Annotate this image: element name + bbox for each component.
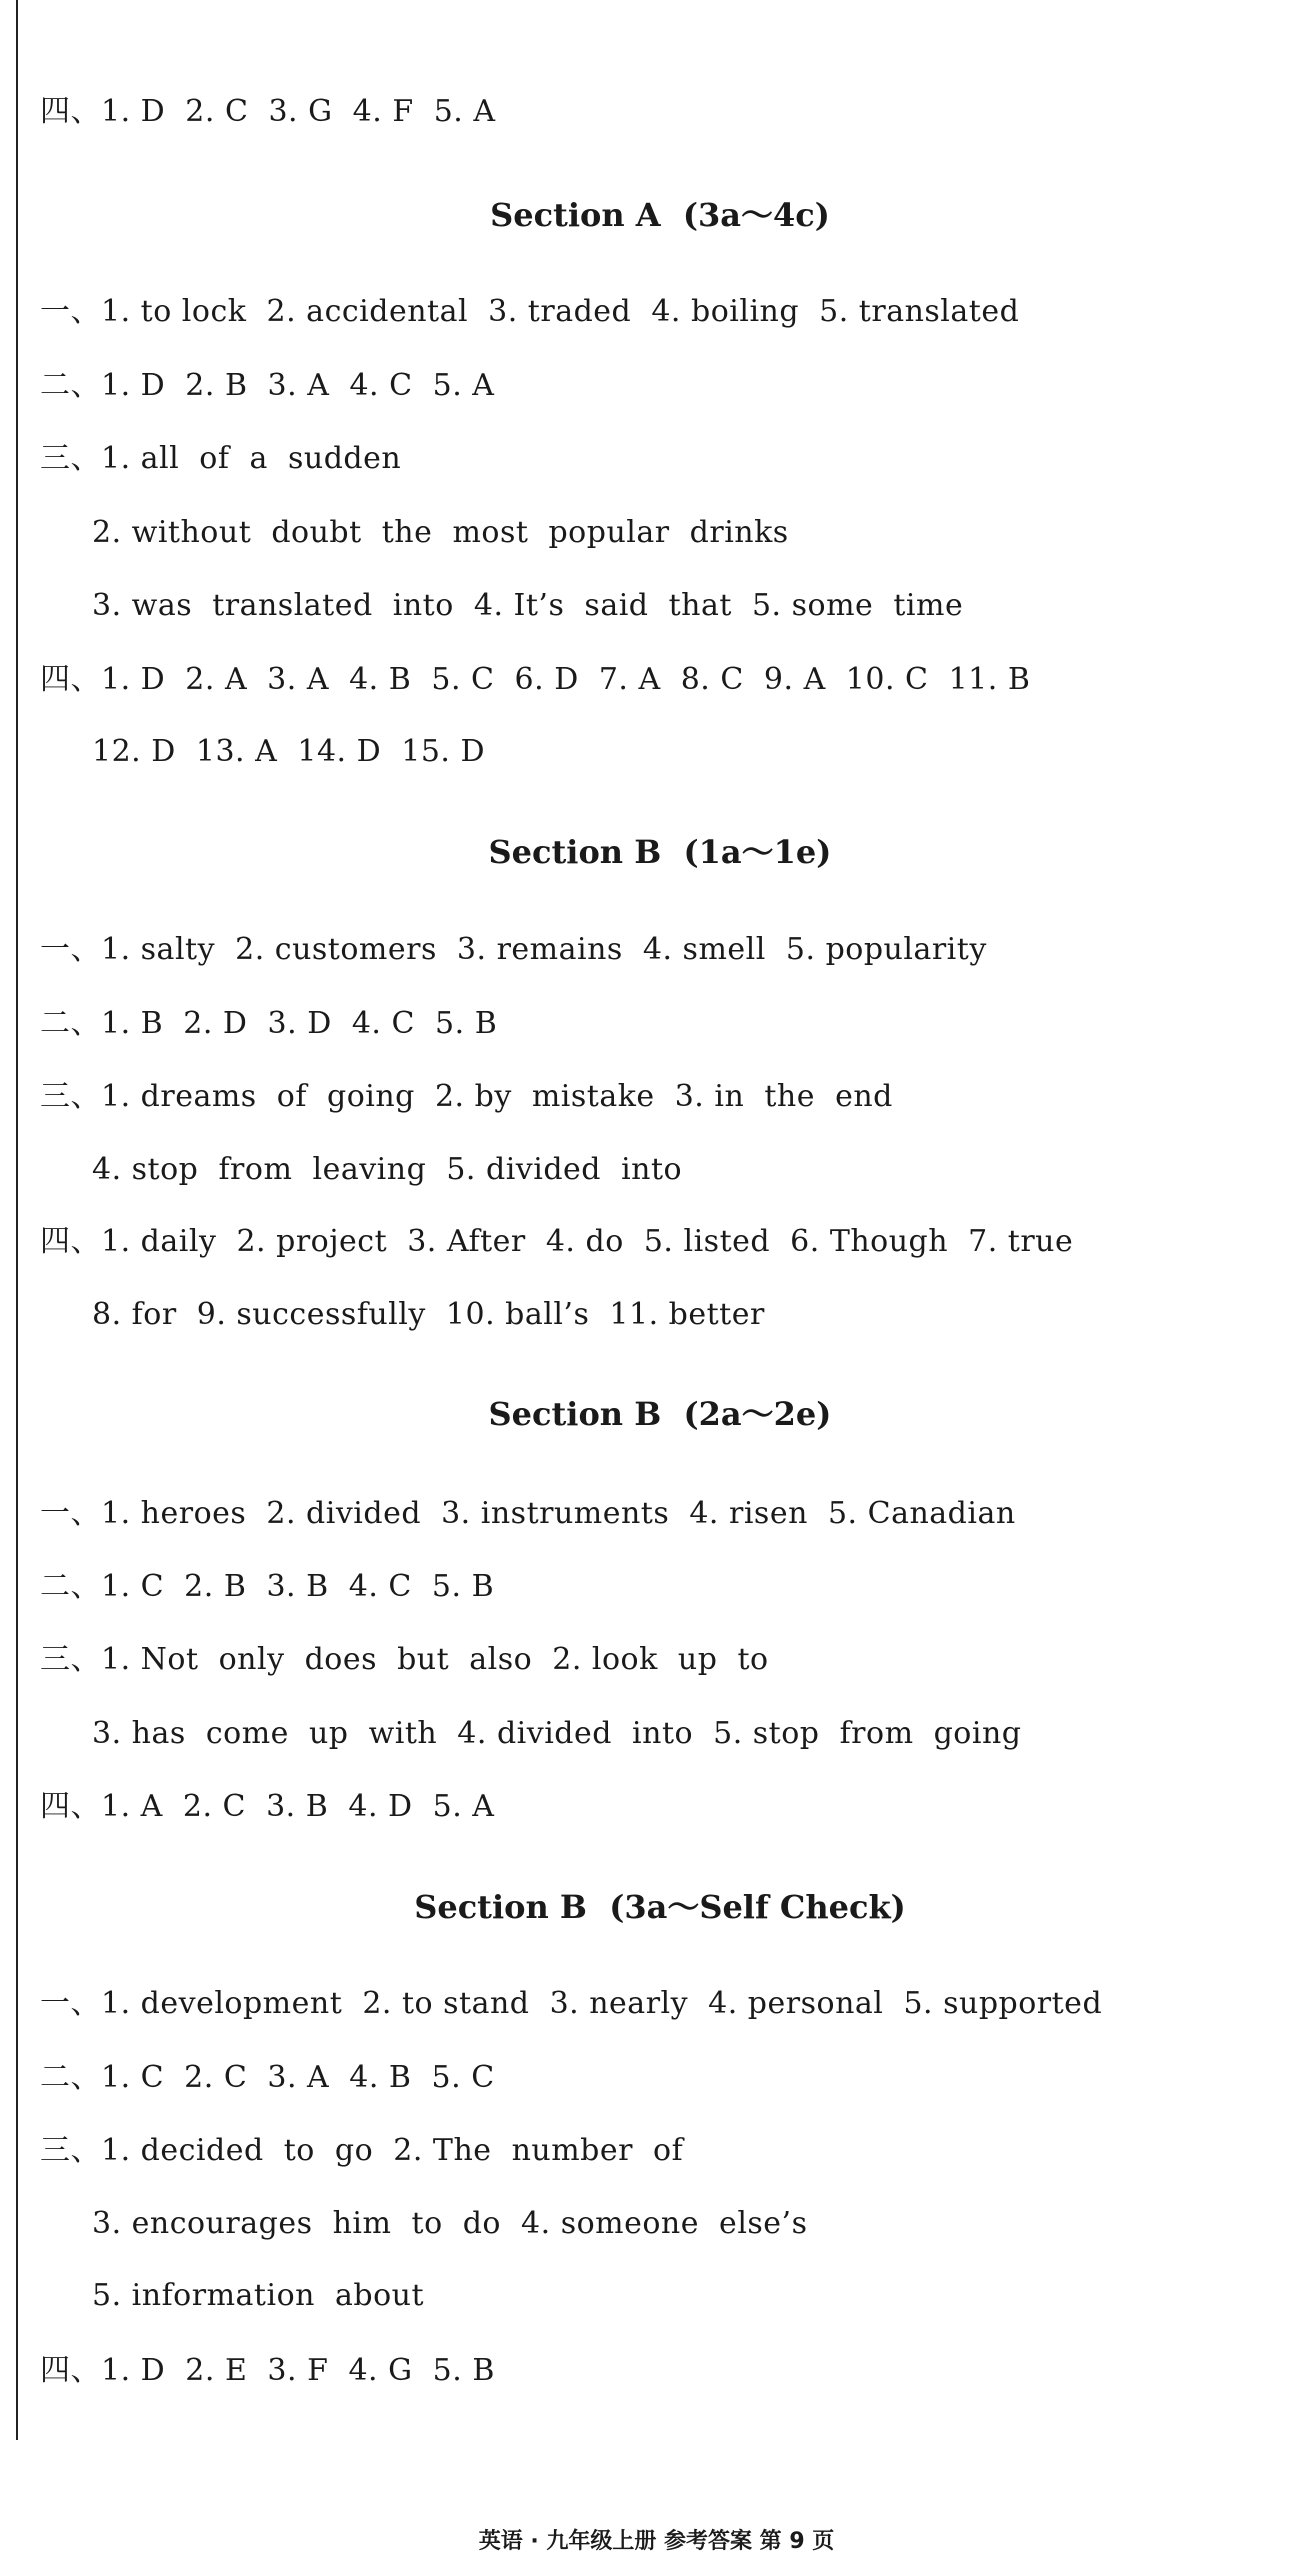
answer-line: 一、1. development 2. to stand 3. nearly 4. personal 5. supported (40, 1986, 1103, 2021)
answer-line: 三、1. dreams of going 2. by mistake 3. in the end (40, 1079, 893, 1114)
answer-line: 8. for 9. successfully 10. ball’s 11. better (92, 1297, 765, 1332)
answer-line: 二、1. C 2. B 3. B 4. C 5. B (40, 1569, 495, 1604)
answer-line: 二、1. B 2. D 3. D 4. C 5. B (40, 1006, 498, 1041)
page-footer: 英语 · 九年级上册 参考答案 第 9 页 (478, 2529, 835, 2554)
answer-line: 四、1. D 2. C 3. G 4. F 5. A (40, 94, 496, 129)
section-heading: Section B (3a～Self Check) (414, 1888, 906, 1926)
answer-line: 一、1. salty 2. customers 3. remains 4. smell 5. popularity (40, 932, 987, 967)
margin-rule (16, 0, 18, 2440)
answer-line: 二、1. D 2. B 3. A 4. C 5. A (40, 368, 495, 403)
answer-line: 三、1. Not only does but also 2. look up to (40, 1642, 769, 1677)
answer-line: 四、1. D 2. E 3. F 4. G 5. B (40, 2353, 495, 2388)
answer-line: 一、1. to lock 2. accidental 3. traded 4. boiling 5. translated (40, 294, 1020, 329)
answer-line: 四、1. D 2. A 3. A 4. B 5. C 6. D 7. A 8. C 9. A 10. C 11. B (40, 662, 1031, 697)
answer-line: 12. D 13. A 14. D 15. D (92, 734, 486, 769)
answer-line: 三、1. all of a sudden (40, 441, 402, 476)
answer-line: 三、1. decided to go 2. The number of (40, 2133, 684, 2168)
answer-line: 3. has come up with 4. divided into 5. stop from going (92, 1716, 1022, 1751)
answer-line: 3. was translated into 4. It’s said that 5. some time (92, 588, 964, 623)
answer-line: 一、1. heroes 2. divided 3. instruments 4. risen 5. Canadian (40, 1496, 1016, 1531)
answer-line: 3. encourages him to do 4. someone else’s (92, 2206, 808, 2241)
answer-line: 2. without doubt the most popular drinks (92, 515, 789, 550)
answer-line: 四、1. daily 2. project 3. After 4. do 5. listed 6. Though 7. true (40, 1224, 1074, 1259)
answer-line: 5. information about (92, 2278, 425, 2313)
section-heading: Section B (2a～2e) (488, 1395, 832, 1433)
section-heading: Section B (1a～1e) (488, 833, 832, 871)
answer-line: 四、1. A 2. C 3. B 4. D 5. A (40, 1789, 495, 1824)
answer-line: 二、1. C 2. C 3. A 4. B 5. C (40, 2060, 495, 2095)
section-heading: Section A (3a～4c) (490, 196, 830, 234)
answer-line: 4. stop from leaving 5. divided into (92, 1152, 683, 1187)
